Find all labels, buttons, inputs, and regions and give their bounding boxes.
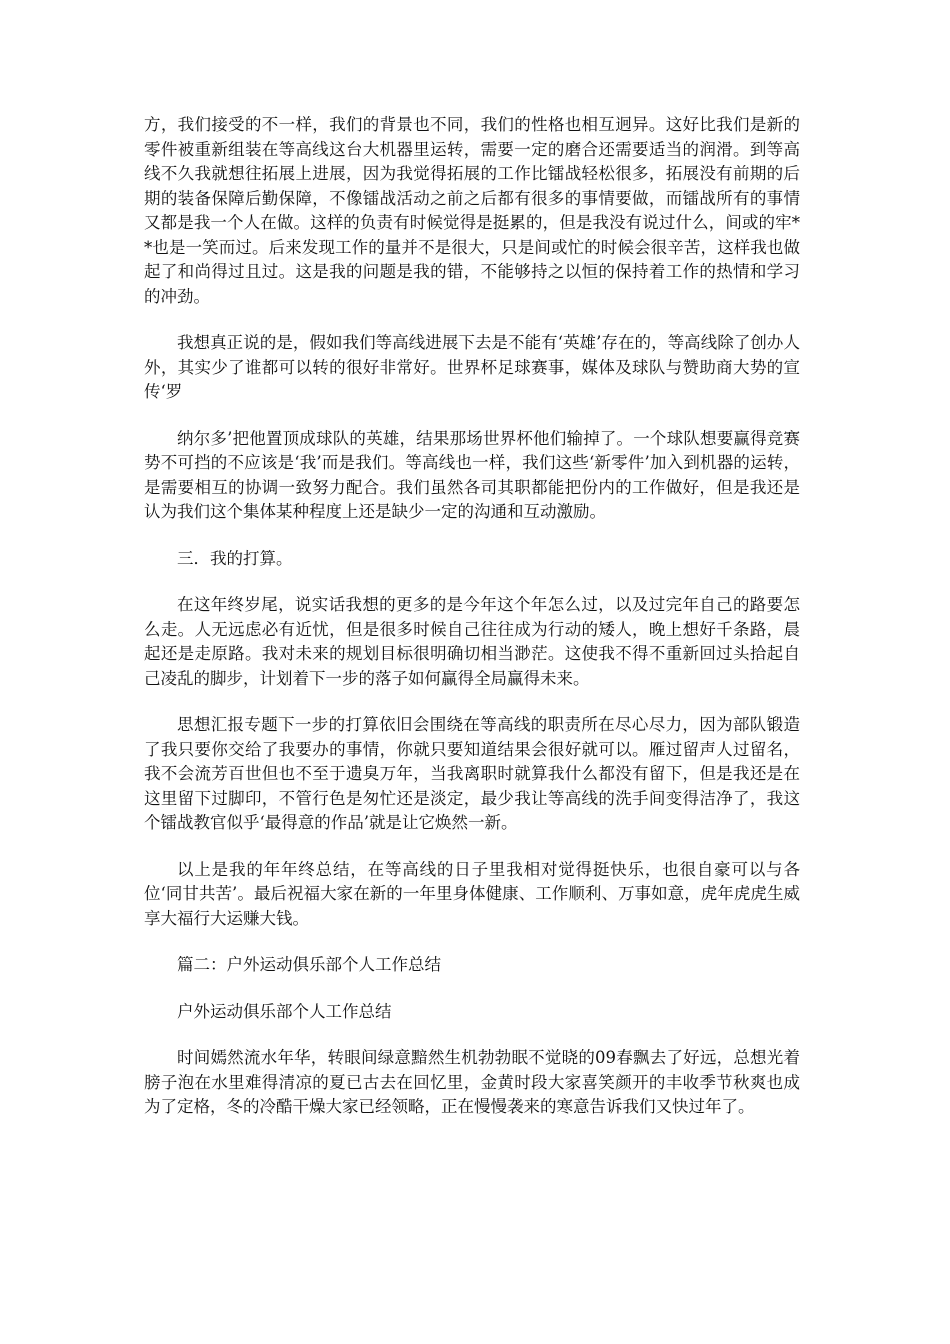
paragraph-1: 方，我们接受的不一样，我们的背景也不同，我们的性格也相互迥异。这好比我们是新的零件被重新组装在等高线这台大机器里运转，需要一定的磨合还需要适当的润滑。到等高线不久我就想往拓展上进展，因为我觉得拓展的工作比镭战轻松很多，拓展没有前期的后期的装备保障后勤保障，不像镭战活动之前之后都有很多的事情要做，而镭战所有的事情又都是我一个人在做。这样的负责有时候觉得是挺累的，但是我没有说过什么，间或的牢**也是一笑而过。后来发现工作的量并不是很大，只是间或忙的时候会很辛苦，这样我也做起了和尚得过且过。这是我的问题是我的错，不能够持之以恒的保持着工作的热情和学习的冲劲。 xyxy=(144,115,800,306)
paragraph-3: 纳尔多’把他置顶成球队的英雄，结果那场世界杯他们输掉了。一个球队想要赢得竞赛势不可挡的不应该是‘我’而是我们。等高线也一样，我们这些‘新零件’加入到机器的运转，是需要相互的协调一致努力配合。我们虽然各司其职都能把份内的工作做好，但是我还是认为我们这个集体某种程度上还是缺少一定的沟通和互动激励。 xyxy=(144,428,800,521)
paragraph-2: 我想真正说的是，假如我们等高线进展下去是不能有‘英雄’存在的，等高线除了创办人外，其实少了谁都可以转的很好非常好。世界杯足球赛事，媒体及球队与赞助商大势的宣传‘罗 xyxy=(144,333,800,401)
paragraph-4: 在这年终岁尾，说实话我想的更多的是今年这个年怎么过，以及过完年自己的路要怎么走。人无远虑必有近忧，但是很多时候自己往往成为行动的矮人，晚上想好千条路，晨起还是走原路。我对未来的规划目标很明确切相当渺茫。这使我不得不重新回过头拾起自己凌乱的脚步，计划着下一步的落子如何赢得全局赢得未来。 xyxy=(144,595,800,688)
section-heading-plan: 三．我的打算。 xyxy=(177,548,293,568)
document-body xyxy=(144,113,800,1142)
paragraph-6: 以上是我的年年终总结，在等高线的日子里我相对觉得挺快乐，也很自豪可以与各位‘同甘共苦’。最后祝福大家在新的一年里身体健康、工作顺利、万事如意，虎年虎虎生威享大福行大运赚大钱。 xyxy=(144,859,800,928)
article-heading: 篇二：户外运动俱乐部个人工作总结 xyxy=(177,955,441,974)
article-title: 户外运动俱乐部个人工作总结 xyxy=(177,1001,392,1021)
paragraph-7: 时间嫣然流水年华，转眼间绿意黯然生机勃勃眠不觉晓的09春飘去了好远，总想光着膀子泡在水里难得清凉的夏已古去在回忆里，金黄时段大家喜笑颜开的丰收季节秋爽也成为了定格，冬的冷酷干燥大家已经领略，正在慢慢袭来的寒意告诉我们又快过年了。 xyxy=(144,1048,800,1116)
paragraph-5: 思想汇报专题下一步的打算依旧会围绕在等高线的职责所在尽心尽力，因为部队锻造了我只要你交给了我要办的事情，你就只要知道结果会很好就可以。雁过留声人过留名，我不会流芳百世但也不至于遗臭万年，当我离职时就算我什么都没有留下，但是我还是在这里留下过脚印，不管行色是匆忙还是淡定，最少我让等高线的洗手间变得洁净了，我这个镭战教官似乎‘最得意的作品’就是让它焕然一新。 xyxy=(144,715,800,832)
